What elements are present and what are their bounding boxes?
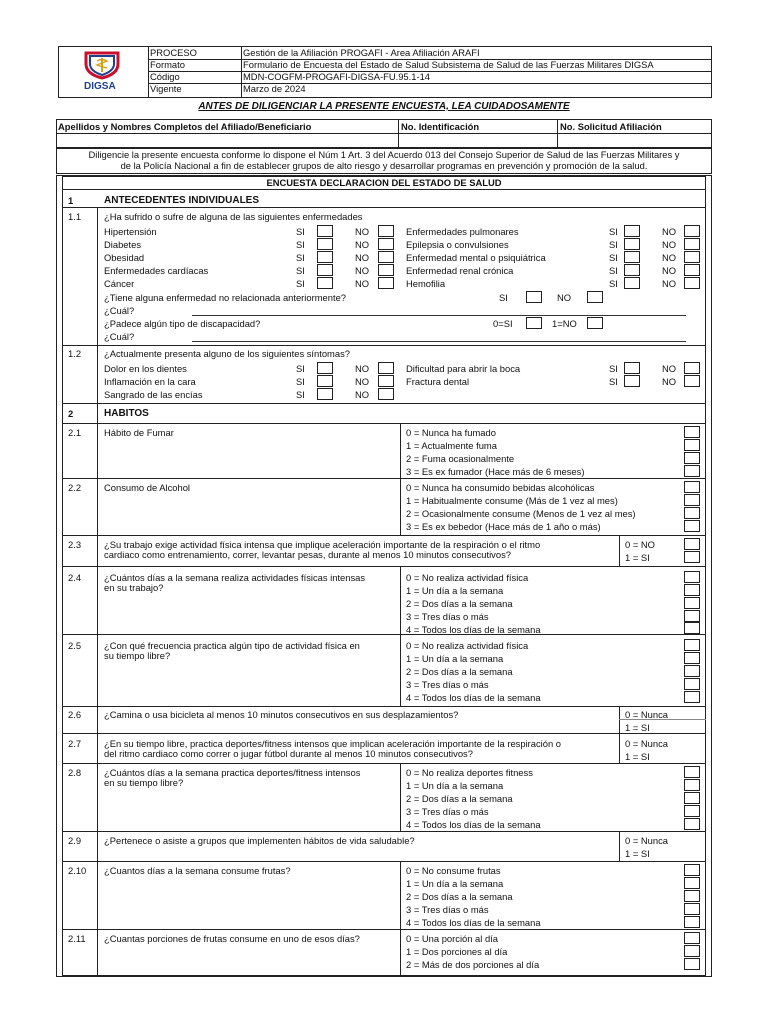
section2-title: HABITOS <box>104 408 149 419</box>
header-label-vigente: Vigente <box>150 83 182 94</box>
q2-2-number: 2.2 <box>68 482 82 493</box>
checkbox-q2-4-opt0[interactable] <box>684 571 700 583</box>
checkbox-q2-4-opt3[interactable] <box>684 610 700 622</box>
checkbox-obesidad-no[interactable] <box>378 251 394 263</box>
q2-5-option: 0 = No realiza actividad física <box>406 640 529 651</box>
warning-heading: ANTES DE DILIGENCIAR LA PRESENTE ENCUESTA, LEA CUIDADOSAMENTE <box>198 101 570 112</box>
q2-10-option: 4 = Todos los días de la semana <box>406 917 541 928</box>
checkbox-q2-5-opt3[interactable] <box>684 678 700 690</box>
q2-4-option: 3 = Tres días o más <box>406 611 489 622</box>
checkbox-q2-2-opt3[interactable] <box>684 520 700 532</box>
checkbox-q2-2-opt2[interactable] <box>684 507 700 519</box>
name-input[interactable] <box>57 134 398 148</box>
one-no-label: 1=NO <box>552 318 577 329</box>
q2-6-text: ¿Camina o usa bicicleta al menos 10 minutos consecutivos en sus desplazamientos? <box>104 709 459 720</box>
checkbox-q2-1-opt3[interactable] <box>684 465 700 477</box>
no-label: NO <box>662 252 677 263</box>
section1-title: ANTECEDENTES INDIVIDUALES <box>104 195 260 206</box>
no-label: NO <box>662 265 677 276</box>
which-input-1[interactable] <box>192 315 686 316</box>
q2-5-option: 4 = Todos los días de la semana <box>406 692 541 703</box>
checkbox-q2-4-opt2[interactable] <box>684 597 700 609</box>
checkbox-fractura-no[interactable] <box>684 375 700 387</box>
yes-label: SI <box>296 226 305 237</box>
checkbox-pulmonares-no[interactable] <box>684 225 700 237</box>
yes-label: SI <box>609 239 618 250</box>
q2-8-number: 2.8 <box>68 767 82 778</box>
q2-2-option: 0 = Nunca ha consumido bebidas alcohólicas <box>406 482 595 493</box>
checkbox-dolor-no[interactable] <box>378 362 394 374</box>
q2-2-text: Consumo de Alcohol <box>104 482 190 493</box>
header-label-proceso: PROCESO <box>150 47 197 58</box>
q2-6-number: 2.6 <box>68 709 82 720</box>
q2-10-option: 0 = No consume frutas <box>406 865 501 876</box>
disease-epilepsia: Epilepsia o convulsiones <box>406 239 509 250</box>
checkbox-q2-2-opt0[interactable] <box>684 481 700 493</box>
q2-7-option: 1 = SI <box>625 751 650 762</box>
logo-text: DIGSA <box>84 81 116 92</box>
q2-8-option: 1 = Un día a la semana <box>406 780 504 791</box>
checkbox-q2-5-opt0[interactable] <box>684 639 700 651</box>
yes-label: SI <box>296 376 305 387</box>
checkbox-cardiacas-si[interactable] <box>317 264 333 276</box>
checkbox-other-disease-si[interactable] <box>526 291 542 303</box>
q2-5-option: 2 = Dos días a la semana <box>406 666 513 677</box>
q2-1-text: Hábito de Fumar <box>104 427 174 438</box>
checkbox-fractura-si[interactable] <box>624 375 640 387</box>
zero-si-label: 0=SI <box>493 318 513 329</box>
no-label: NO <box>662 239 677 250</box>
q2-9-number: 2.9 <box>68 835 82 846</box>
checkbox-mental-no[interactable] <box>684 251 700 263</box>
checkbox-q2-11-opt1[interactable] <box>684 945 700 957</box>
q2-8-option: 3 = Tres días o más <box>406 806 489 817</box>
checkbox-diabetes-si[interactable] <box>317 238 333 250</box>
q2-6-option: 1 = SI <box>625 722 650 733</box>
header-label-formato: Formato <box>150 59 185 70</box>
checkbox-hipertension-si[interactable] <box>317 225 333 237</box>
q2-1-option: 1 = Actualmente fuma <box>406 440 497 451</box>
checkbox-other-disease-no[interactable] <box>587 291 603 303</box>
q2-11-option: 1 = Dos porciones al día <box>406 946 508 957</box>
checkbox-q2-1-opt0[interactable] <box>684 426 700 438</box>
yes-label: SI <box>609 278 618 289</box>
q2-8-text-line1: ¿Cuántos días a la semana practica deportes/fitness intensos <box>104 767 361 778</box>
q2-5-number: 2.5 <box>68 640 82 651</box>
checkbox-renal-si[interactable] <box>624 264 640 276</box>
yes-label: SI <box>296 252 305 263</box>
q2-4-text-line1: ¿Cuántos días a la semana realiza actividades físicas intensas <box>104 572 366 583</box>
yes-label: SI <box>296 389 305 400</box>
header-value-codigo: MDN-COGFM-PROGAFI-DIGSA-FU.95.1-14 <box>243 71 430 82</box>
q2-4-option: 4 = Todos los días de la semana <box>406 624 541 635</box>
disease-cardiacas: Enfermedades cardíacas <box>104 265 209 276</box>
q2-10-option: 3 = Tres días o más <box>406 904 489 915</box>
no-label: NO <box>355 376 370 387</box>
q2-8-option: 4 = Todos los días de la semana <box>406 819 541 830</box>
checkbox-hemofilia-no[interactable] <box>684 277 700 289</box>
disease-obesidad: Obesidad <box>104 252 145 263</box>
no-label: NO <box>355 278 370 289</box>
checkbox-q2-8-opt0[interactable] <box>684 766 700 778</box>
header-label-codigo: Código <box>150 71 180 82</box>
disease-pulmonares: Enfermedades pulmonares <box>406 226 519 237</box>
symptom-inflamacion: Inflamación en la cara <box>104 376 196 387</box>
checkbox-sangrado-si[interactable] <box>317 388 333 400</box>
instructions-line1: Diligencie la presente encuesta conforme lo dispone el Núm 1 Art. 3 del Acuerdo 013 del Consejo Superior de Salud de las Fuerzas Militares y <box>88 149 680 160</box>
yes-label: SI <box>296 239 305 250</box>
checkbox-pulmonares-si[interactable] <box>624 225 640 237</box>
q2-5-option: 3 = Tres días o más <box>406 679 489 690</box>
q2-4-number: 2.4 <box>68 572 82 583</box>
no-label: NO <box>355 265 370 276</box>
checkbox-hipertension-no[interactable] <box>378 225 394 237</box>
yes-label: SI <box>609 265 618 276</box>
no-label: NO <box>355 239 370 250</box>
checkbox-disability-no[interactable] <box>587 317 603 329</box>
checkbox-q2-10-opt4[interactable] <box>684 916 700 928</box>
checkbox-q2-10-opt2[interactable] <box>684 890 700 902</box>
header-value-vigente: Marzo de 2024 <box>243 83 306 94</box>
checkbox-q2-10-opt3[interactable] <box>684 903 700 915</box>
no-label: NO <box>662 226 677 237</box>
checkbox-cardiacas-no[interactable] <box>378 264 394 276</box>
q1-1-number: 1.1 <box>68 211 82 222</box>
which-input-2[interactable] <box>192 341 686 342</box>
which-label-1: ¿Cuál? <box>104 305 135 316</box>
checkbox-q2-5-opt2[interactable] <box>684 665 700 677</box>
q2-7-option: 0 = Nunca <box>625 738 668 749</box>
q2-5-option: 1 = Un día a la semana <box>406 653 504 664</box>
request-input[interactable] <box>558 134 711 148</box>
q1-1-text: ¿Ha sufrido o sufre de alguna de las siguientes enfermedades <box>104 211 363 222</box>
q2-10-text: ¿Cuantos días a la semana consume frutas? <box>104 865 291 876</box>
q2-3-text-line1: ¿Su trabajo exige actividad física intensa que implique aceleración importante de la respiración o el ritmo <box>104 539 541 550</box>
id-field-label: No. Identificación <box>401 121 480 132</box>
checkbox-q2-10-opt1[interactable] <box>684 877 700 889</box>
disease-hemofilia: Hemofilia <box>406 278 446 289</box>
checkbox-q2-2-opt1[interactable] <box>684 494 700 506</box>
symptom-sangrado: Sangrado de las encías <box>104 389 203 400</box>
survey-title: ENCUESTA DECLARACION DEL ESTADO DE SALUD <box>266 177 502 188</box>
checkbox-dolor-si[interactable] <box>317 362 333 374</box>
checkbox-q2-8-opt3[interactable] <box>684 805 700 817</box>
q2-2-option: 2 = Ocasionalmente consume (Menos de 1 vez al mes) <box>406 508 636 519</box>
no-label: NO <box>662 376 677 387</box>
q2-10-option: 2 = Dos días a la semana <box>406 891 513 902</box>
checkbox-q2-8-opt1[interactable] <box>684 779 700 791</box>
yes-label: SI <box>609 252 618 263</box>
checkbox-inflamacion-si[interactable] <box>317 375 333 387</box>
symptom-dificultad-boca: Dificultad para abrir la boca <box>406 363 521 374</box>
yes-label: SI <box>296 265 305 276</box>
no-label: NO <box>662 363 677 374</box>
yes-label: SI <box>499 292 508 303</box>
q2-9-text: ¿Pertenece o asiste a grupos que implementen hábitos de vida saludable? <box>104 835 415 846</box>
symptom-fractura: Fractura dental <box>406 376 470 387</box>
disease-renal: Enfermedad renal crónica <box>406 265 514 276</box>
no-label: NO <box>355 389 370 400</box>
checkbox-q2-1-opt1[interactable] <box>684 439 700 451</box>
checkbox-disability-si[interactable] <box>526 317 542 329</box>
q2-5-text-line2: su tiempo libre? <box>104 650 171 661</box>
other-disease-question: ¿Tiene alguna enfermedad no relacionada anteriormente? <box>104 292 346 303</box>
q2-4-option: 1 = Un día a la semana <box>406 585 504 596</box>
checkbox-cancer-no[interactable] <box>378 277 394 289</box>
q2-4-option: 0 = No realiza actividad física <box>406 572 529 583</box>
q2-1-option: 3 = Es ex fumador (Hace más de 6 meses) <box>406 466 585 477</box>
q2-1-option: 2 = Fuma ocasionalmente <box>406 453 515 464</box>
checkbox-q2-1-opt2[interactable] <box>684 452 700 464</box>
checkbox-q2-4-opt1[interactable] <box>684 584 700 596</box>
yes-label: SI <box>609 226 618 237</box>
q2-7-text-line2: del ritmo cardiaco como correr o jugar fútbol durante al menos 10 minutos consecutivos? <box>104 748 473 759</box>
no-label: NO <box>355 252 370 263</box>
q2-8-option: 2 = Dos días a la semana <box>406 793 513 804</box>
q2-11-option: 2 = Más de dos porciones al día <box>406 959 540 970</box>
disease-mental: Enfermedad mental o psiquiátrica <box>406 252 546 263</box>
checkbox-boca-no[interactable] <box>684 362 700 374</box>
disease-diabetes: Diabetes <box>104 239 142 250</box>
q2-4-option: 2 = Dos días a la semana <box>406 598 513 609</box>
yes-label: SI <box>296 278 305 289</box>
disability-question: ¿Padece algún tipo de discapacidad? <box>104 318 261 329</box>
q2-7-number: 2.7 <box>68 738 82 749</box>
q2-1-number: 2.1 <box>68 427 82 438</box>
section1-number: 1 <box>68 195 74 206</box>
checkbox-boca-si[interactable] <box>624 362 640 374</box>
q2-4-text-line2: en su trabajo? <box>104 582 164 593</box>
checkbox-sangrado-no[interactable] <box>378 388 394 400</box>
no-label: NO <box>557 292 572 303</box>
checkbox-epilepsia-no[interactable] <box>684 238 700 250</box>
q2-3-option: 0 = NO <box>625 539 655 550</box>
checkbox-q2-10-opt0[interactable] <box>684 864 700 876</box>
symptom-dolor-dientes: Dolor en los dientes <box>104 363 187 374</box>
checkbox-q2-5-opt1[interactable] <box>684 652 700 664</box>
yes-label: SI <box>609 363 618 374</box>
checkbox-obesidad-si[interactable] <box>317 251 333 263</box>
checkbox-hemofilia-si[interactable] <box>624 277 640 289</box>
name-field-label: Apellidos y Nombres Completos del Afiliado/Beneficiario <box>58 121 312 132</box>
q2-2-option: 3 = Es ex bebedor (Hace más de 1 año o más) <box>406 521 601 532</box>
checkbox-q2-5-opt4[interactable] <box>684 691 700 703</box>
request-field-label: No. Solicitud Afiliación <box>560 121 662 132</box>
q2-5-text-line1: ¿Con qué frecuencia practica algún tipo de actividad física en <box>104 640 360 651</box>
checkbox-mental-si[interactable] <box>624 251 640 263</box>
instructions-line2: de la Policía Nacional a fin de establecer grupos de alto riesgo y desarrollar programas en prevención y promoción de la salud. <box>120 160 648 171</box>
section2-number: 2 <box>68 408 74 419</box>
q2-7-text-line1: ¿En su tiempo libre, practica deportes/fitness intensos que implican aceleración importante de la respiración o <box>104 738 562 749</box>
q2-3-text-line2: cardiaco como entrenamiento, correr, levantar pesas, durante al menos 10 minutos consecutivos? <box>104 549 511 560</box>
no-label: NO <box>355 226 370 237</box>
q2-8-text-line2: en su tiempo libre? <box>104 777 184 788</box>
checkbox-renal-no[interactable] <box>684 264 700 276</box>
q2-9-option: 1 = SI <box>625 848 650 859</box>
checkbox-diabetes-no[interactable] <box>378 238 394 250</box>
q2-10-number: 2.10 <box>68 865 87 876</box>
q2-9-option: 0 = Nunca <box>625 835 668 846</box>
yes-label: SI <box>609 376 618 387</box>
checkbox-q2-3-opt0[interactable] <box>684 538 700 550</box>
q2-11-number: 2.11 <box>68 933 86 944</box>
checkbox-q2-8-opt2[interactable] <box>684 792 700 804</box>
q2-1-option: 0 = Nunca ha fumado <box>406 427 496 438</box>
q2-6-option: 0 = Nunca <box>625 709 668 720</box>
disease-hipertension: Hipertensión <box>104 226 157 237</box>
header-value-proceso: Gestión de la Afiliación PROGAFI - Area Afiliación ARAFI <box>243 47 480 58</box>
checkbox-cancer-si[interactable] <box>317 277 333 289</box>
q1-2-number: 1.2 <box>68 348 82 359</box>
q2-8-option: 0 = No realiza deportes fitness <box>406 767 533 778</box>
q2-11-option: 0 = Una porción al día <box>406 933 498 944</box>
checkbox-q2-11-opt2[interactable] <box>684 958 700 970</box>
checkbox-epilepsia-si[interactable] <box>624 238 640 250</box>
id-input[interactable] <box>399 134 557 148</box>
checkbox-q2-4-opt4[interactable] <box>684 622 700 634</box>
digsa-shield-icon <box>78 50 126 80</box>
checkbox-q2-3-opt1[interactable] <box>684 551 700 563</box>
checkbox-inflamacion-no[interactable] <box>378 375 394 387</box>
q2-3-number: 2.3 <box>68 539 82 550</box>
checkbox-q2-11-opt0[interactable] <box>684 932 700 944</box>
q2-2-option: 1 = Habitualmente consume (Más de 1 vez al mes) <box>406 495 618 506</box>
no-label: NO <box>662 278 677 289</box>
header-value-formato: Formulario de Encuesta del Estado de Salud Subsistema de Salud de las Fuerzas Militares DIGSA <box>243 59 654 70</box>
q1-2-text: ¿Actualmente presenta alguno de los siguientes síntomas? <box>104 348 350 359</box>
q2-10-option: 1 = Un día a la semana <box>406 878 504 889</box>
no-label: NO <box>355 363 370 374</box>
q2-11-text: ¿Cuantas porciones de frutas consume en uno de esos días? <box>104 933 360 944</box>
q2-3-option: 1 = SI <box>625 552 650 563</box>
disease-cancer: Cáncer <box>104 278 135 289</box>
yes-label: SI <box>296 363 305 374</box>
which-label-2: ¿Cuál? <box>104 331 135 342</box>
checkbox-q2-8-opt4[interactable] <box>684 818 700 830</box>
